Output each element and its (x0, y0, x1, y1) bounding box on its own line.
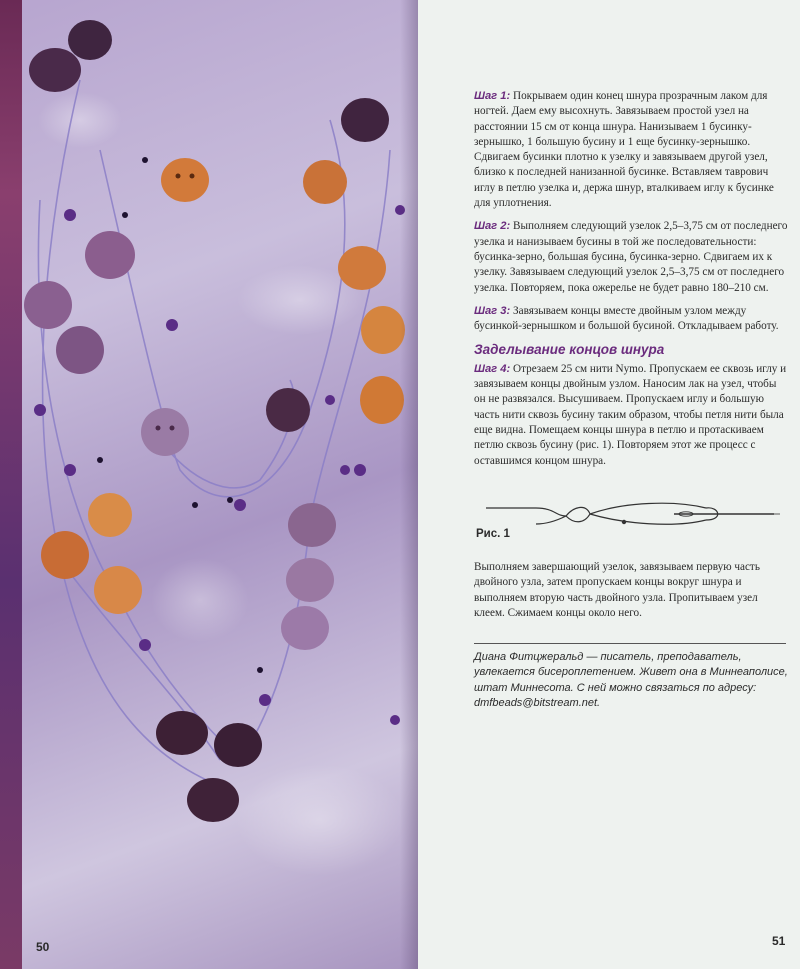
page-spine-shadow (400, 0, 418, 969)
cat-bead-dark (214, 723, 262, 767)
step-label: Шаг 2: (474, 220, 511, 233)
cat-bead-dark (266, 388, 310, 432)
cat-bead-dark (187, 778, 239, 822)
cat-bead-amber (161, 158, 209, 202)
step-label: Шаг 1: (474, 90, 511, 102)
bio-text: Диана Фитцжеральд — писатель, преподаватель, увлекается бисероплетением. Живет она в Миннеаполисе, штат Миннесота. С ней можно связаться по адресу: (474, 651, 788, 694)
cat-bead-amber (88, 493, 132, 537)
cat-bead-amber (360, 376, 404, 424)
step-text: Завязываем концы вместе двойным узлом между бусинкой-зернышком и большой бусиной. Откладываем работу. (474, 304, 779, 333)
author-bio (474, 650, 789, 711)
step-text: Покрываем один конец шнура прозрачным лаком для ногтей. Даем ему высохнуть. Завязываем простой узел на расстоянии 15 см от конца шнура. Нанизываем 1 бусинку-зернышко, 1 большую бусину и 1 еще бусинку-зернышко. Сдвигаем бусинки плотно к узелку и завязываем другой узел, близко к последней нанизанной бусинке. Вставляем таврович иглу в петлю узелка и, держа шнур, вталкиваем иглу к бусинке для уплотнения. (474, 90, 774, 210)
step-2 (474, 219, 789, 295)
cat-bead-violet (281, 606, 329, 650)
finishing-text: Выполняем завершающий узелок, завязываем первую часть двойного узла, затем пропускаем концы вокруг шнура и выполняем вторую часть двойного узла. Пропитываем узел клеем. Сжимаем концы около него. (474, 561, 760, 619)
cat-bead-amber (338, 246, 386, 290)
cat-bead-dark (156, 711, 208, 755)
cat-bead-violet (141, 408, 189, 456)
step-text: Выполняем следующий узелок 2,5–3,75 см от последнего узелка и нанизываем бусины в той же последовательности: бусинка-зерно, большая бусина, бусинка-зерно. Сдвигаем их к узелку. Завязываем следующий узелок 2,5–3,75 см от последнего узелка. Повторяем, пока ожерелье не будет равно 180–210 см. (474, 220, 788, 294)
page-number-left: 50 (36, 940, 50, 954)
step-text: Отрезаем 25 см нити Nymo. Пропускаем ее сквозь иглу и завязываем концы двойным узлом. Наносим лак на узел, чтобы он не развязался. Высушиваем. Пропускаем иглу и большую часть нити сквозь бусину таким образом, чтобы петля нити была еще видна. Помещаем концы шнура в петлю и протаскиваем петлю сквозь бусину (рис. 1). Повторяем этот же процесс с оставшимся концом шнура. (474, 362, 787, 467)
step-label: Шаг 4: (474, 362, 511, 375)
figure-label: Рис. 1 (476, 528, 510, 540)
step-4 (474, 362, 789, 469)
step-1 (474, 89, 789, 211)
cat-bead-violet (286, 558, 334, 602)
instructions-text (474, 89, 789, 477)
divider (474, 643, 786, 644)
step-3 (474, 304, 789, 335)
cat-bead-amber (303, 160, 347, 204)
cat-bead-dark (341, 98, 389, 142)
cat-bead-amber (361, 306, 405, 354)
page-number-right: 51 (772, 934, 786, 948)
cat-bead-violet (56, 326, 104, 374)
cat-bead-amber (94, 566, 142, 614)
cat-bead-violet (85, 231, 135, 279)
step-label: Шаг 3: (474, 304, 511, 317)
cat-bead-violet (288, 503, 336, 547)
cat-bead-violet (24, 281, 72, 329)
author-email-link[interactable]: dmfbeads@bitstream.net. (474, 696, 601, 709)
figure-1-needle-diagram (474, 494, 794, 546)
section-heading: Заделывание концов шнура (474, 342, 665, 358)
cat-bead-dark (29, 20, 112, 92)
cat-bead-amber (41, 531, 89, 579)
